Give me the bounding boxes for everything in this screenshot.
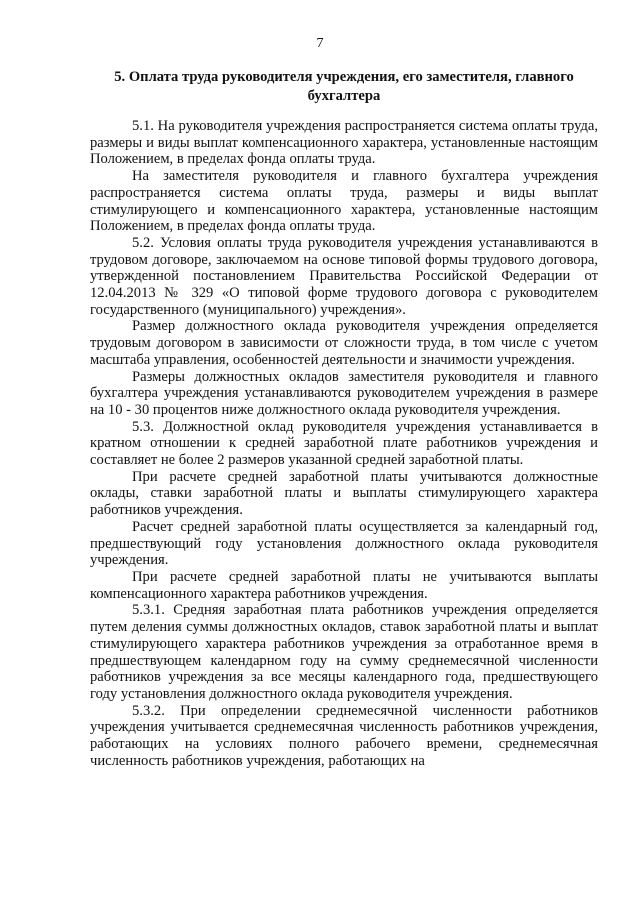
section-heading: 5. Оплата труда руководителя учреждения, его заместителя, главного бухгалтера — [114, 69, 574, 104]
paragraph-5-3: 5.3. Должностной оклад руководителя учреждения устанавливается в кратном отношении к средней заработной плате работников учреждения и составляет не более 2 размеров указанной средней заработной платы. — [90, 418, 598, 469]
page-number: 7 — [316, 36, 324, 51]
paragraph-5-1: 5.1. На руководителя учреждения распространяется система оплаты труда, размеры и виды выплат компенсационного характера, установленные настоящим Положением, в пределах фонда оплаты труда. — [90, 118, 598, 168]
paragraph-5-3-1: 5.3.1. Средняя заработная плата работников учреждения определяется путем деления суммы должностных окладов, ставок заработной платы и выплат стимулирующего характера работников учреждения за отработанное время в предшествующем календарном году на сумму среднемесячной численности работников учреждения за все месяцы календарного года, предшествующего году установления должностного оклада руководителя учреждения. — [90, 602, 598, 702]
paragraph-average-included: При расчете средней заработной платы учитываются должностные оклады, ставки заработной платы и выплаты стимулирующего характера работников учреждения. — [90, 468, 598, 519]
paragraph-average-excluded: При расчете средней заработной платы не учитываются выплаты компенсационного характера работников учреждения. — [90, 568, 598, 602]
paragraph-5-2: 5.2. Условия оплаты труда руководителя учреждения устанавливаются в трудовом договоре, заключаемом на основе типовой формы трудового договора, утвержденной постановлением Правительства Российской Федерации от 12.04.2013 № 329 «О типовой форме трудового договора с руководителем государственного (муниципального) учреждения». — [90, 234, 598, 318]
paragraph-deputy-pay: На заместителя руководителя и главного бухгалтера учреждения распространяется система оплаты труда, размеры и виды выплат стимулирующего и компенсационного характера, установленные настоящим Положением, в пределах фонда оплаты труда. — [90, 168, 598, 235]
paragraph-deputy-salary: Размеры должностных окладов заместителя руководителя и главного бухгалтера учреждения устанавливаются руководителем учреждения в размере на 10 - 30 процентов ниже должностного оклада руководителя учреждения. — [90, 368, 598, 418]
paragraph-5-3-2: 5.3.2. При определении среднемесячной численности работников учреждения учитывается среднемесячная численность работников учреждения, работающих на условиях полного рабочего времени, среднемесячная численность работников учреждения, работающих на — [90, 702, 598, 769]
paragraph-salary-size: Размер должностного оклада руководителя учреждения определяется трудовым договором в зависимости от сложности труда, в том числе с учетом масштаба управления, особенностей деятельности и значимости учреждения. — [90, 318, 598, 368]
paragraph-average-period: Расчет средней заработной платы осуществляется за календарный год, предшествующий году установления должностного оклада руководителя учреждения. — [90, 518, 598, 569]
section-body — [90, 118, 598, 769]
